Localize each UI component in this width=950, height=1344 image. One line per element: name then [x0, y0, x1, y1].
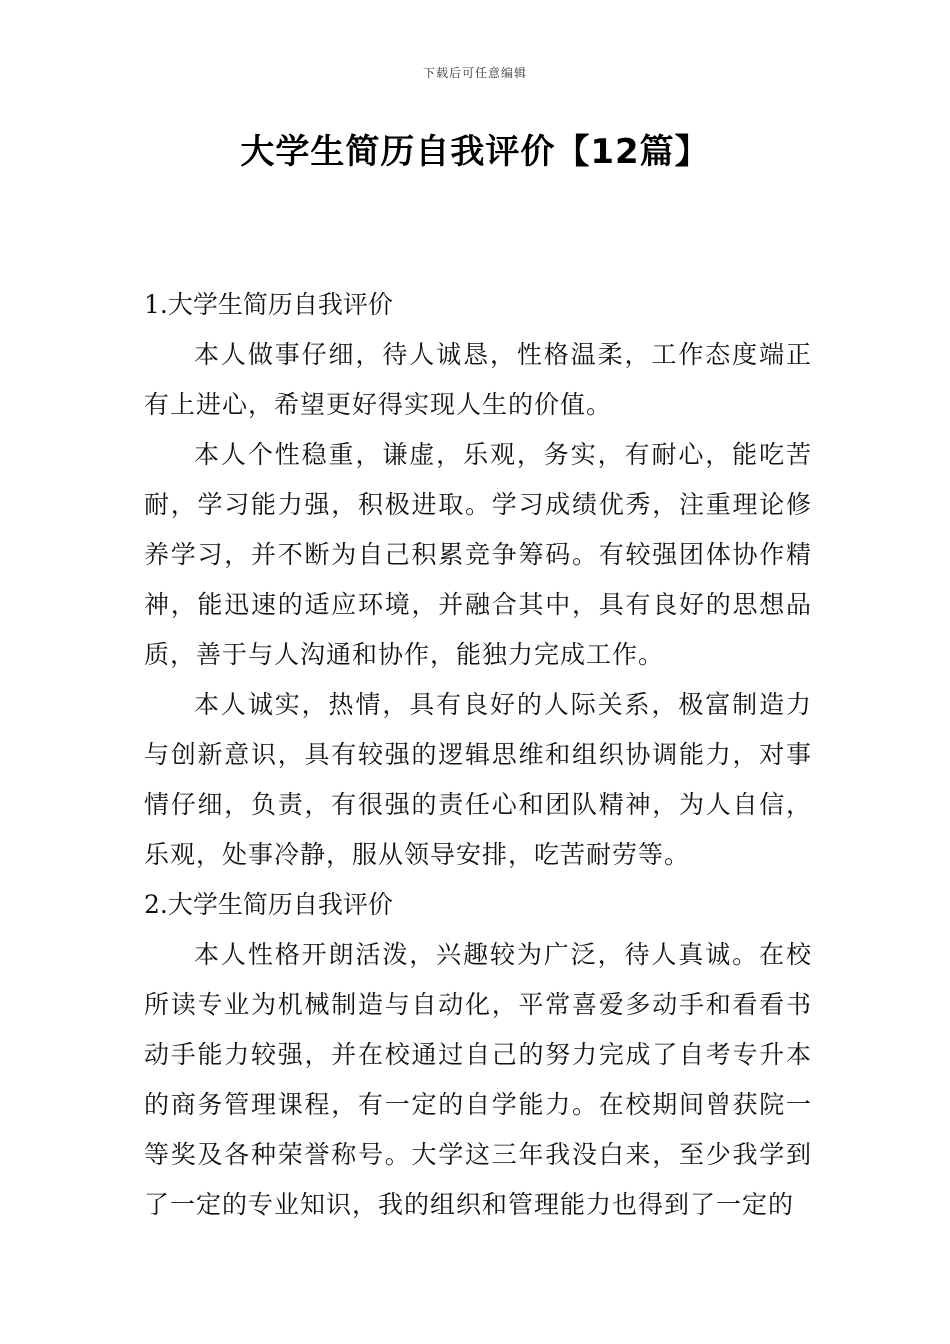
document-title: 大学生简历自我评价【12篇】: [240, 132, 710, 172]
header-note: 下载后可任意编辑: [422, 66, 527, 80]
paragraph: 本人诚实，热情，具有良好的人际关系，极富制造力与创新意识，具有较强的逻辑思维和组织协调能力，对事情仔细，负责，有很强的责任心和团队精神，为人自信，乐观，处事冷静，服从领导安排，吃苦耐劳等。: [144, 690, 812, 869]
paragraph: 本人个性稳重，谦虚，乐观，务实，有耐心，能吃苦耐，学习能力强，积极进取。学习成绩优秀，注重理论修养学习，并不断为自己积累竞争筹码。有较强团体协作精神，能迅速的适应环境，并融合其中，具有良好的思想品质，善于与人沟通和协作，能独力完成工作。: [144, 440, 812, 669]
document-body: [144, 280, 812, 1230]
section-heading: 2.大学生简历自我评价: [144, 890, 393, 919]
paragraph: 本人做事仔细，待人诚恳，性格温柔，工作态度端正有上进心，希望更好得实现人生的价值。: [144, 340, 812, 419]
paragraph: 本人性格开朗活泼，兴趣较为广泛，待人真诚。在校所读专业为机械制造与自动化，平常喜爱多动手和看看书动手能力较强，并在校通过自己的努力完成了自考专升本的商务管理课程，有一定的自学能力。在校期间曾获院一等奖及各种荣誉称号。大学这三年我没白来，至少我学到了一定的专业知识，我的组织和管理能力也得到了一定的: [144, 940, 812, 1219]
section-heading: 1.大学生简历自我评价: [144, 290, 393, 319]
